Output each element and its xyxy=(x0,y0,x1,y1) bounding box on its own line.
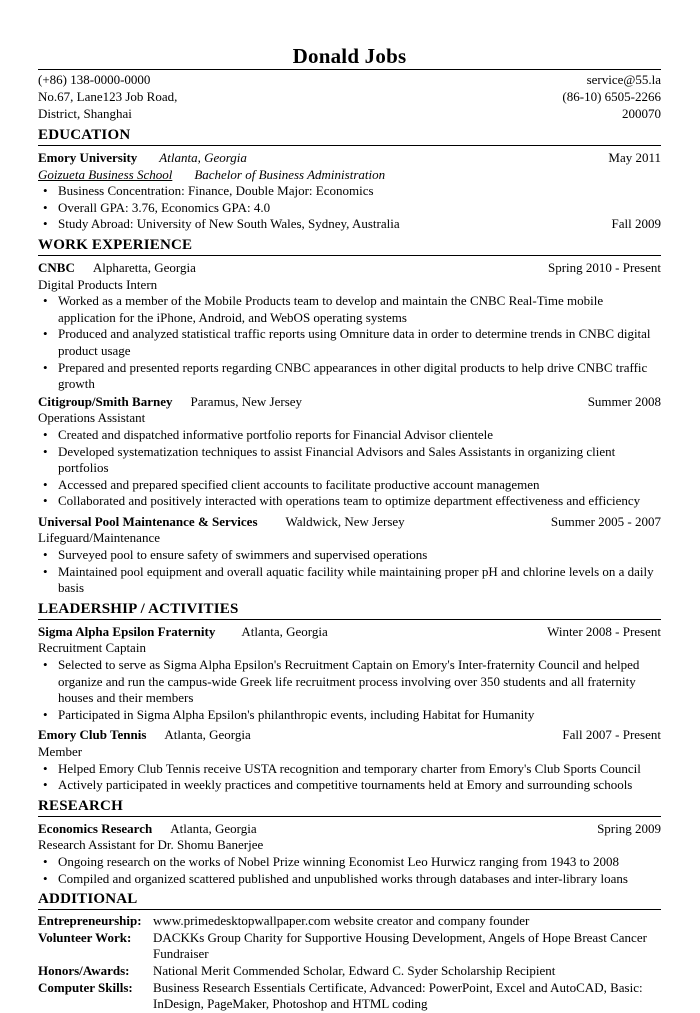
role: Digital Products Intern xyxy=(38,276,158,292)
org-name: Economics Research xyxy=(38,820,153,836)
work-entry xyxy=(38,394,661,510)
postal-code: 200070 xyxy=(622,106,661,121)
email: service@55.la xyxy=(586,72,661,87)
org-location: Alpharetta, Georgia xyxy=(92,259,196,275)
resume-page xyxy=(38,0,661,1013)
list-item: • Developed systematization techniques to assist Financial Advisors and Sales Assistants in organizing client portfolios xyxy=(38,444,661,477)
org-name: Emory University xyxy=(38,150,138,165)
role: Member xyxy=(38,744,83,759)
contact-right xyxy=(562,71,661,122)
list-item: • Surveyed pool to ensure safety of swimmers and supervised operations xyxy=(38,547,661,564)
org-name: Citigroup/Smith Barney xyxy=(38,393,173,409)
org-name: Emory Club Tennis xyxy=(38,727,147,743)
additional-row: Computer Skills: Business Research Essentials Certificate, Advanced: PowerPoint, Excel and AutoCAD, Basic: InDesign, PageMaker, Photoshop and HTML coding xyxy=(38,979,643,1012)
list-item: • Ongoing research on the works of Nobel Prize winning Economist Leo Hurwicz ranging from 1943 to 2008 xyxy=(38,854,661,871)
org-name: CNBC xyxy=(38,259,75,275)
contact-block xyxy=(38,71,661,122)
section-title-research: RESEARCH xyxy=(38,797,661,817)
list-item: • Helped Emory Club Tennis receive USTA recognition and temporary charter from Emory's Club Sports Council xyxy=(38,761,661,778)
phone: (+86) 138-0000-0000 xyxy=(38,72,151,87)
office-phone: (86-10) 6505-2266 xyxy=(562,89,661,104)
role: Operations Assistant xyxy=(38,410,146,426)
list-item: • Created and dispatched informative portfolio reports for Financial Advisor clientele xyxy=(38,427,661,444)
work-entry xyxy=(38,514,661,597)
org-location: Atlanta, Georgia xyxy=(164,727,251,743)
section-title-additional: ADDITIONAL xyxy=(38,890,661,910)
entry-date: Winter 2008 - Present xyxy=(547,623,661,639)
section-title-work: WORK EXPERIENCE xyxy=(38,236,661,256)
education-bullets xyxy=(38,183,661,233)
org-location: Atlanta, Georgia xyxy=(159,150,247,165)
entry-date: Summer 2005 - 2007 xyxy=(550,513,661,529)
list-item: • Actively participated in weekly practices and competitive tournaments held at Emory and surrounding schools xyxy=(38,777,661,794)
list-item: • Participated in Sigma Alpha Epsilon's philanthropic events, including Habitat for Humanity xyxy=(38,707,661,724)
role: Research Assistant for Dr. Shomu Banerjee xyxy=(38,837,264,853)
entry-date: Spring 2010 - Present xyxy=(547,259,661,275)
degree: Bachelor of Business Administration xyxy=(194,166,386,182)
list-item: • Collaborated and positively interacted with operations team to optimize department effectiveness and efficiency xyxy=(38,493,661,510)
list-item: • Accessed and prepared specified client accounts to facilitate productive account managemen xyxy=(38,477,661,494)
leadership-entry xyxy=(38,624,661,724)
role: Recruitment Captain xyxy=(38,640,146,656)
list-item: • Overall GPA: 3.76, Economics GPA: 4.0 xyxy=(38,200,661,217)
org-location: Paramus, New Jersey xyxy=(190,393,303,409)
entry-date: Fall 2007 - Present xyxy=(562,727,661,743)
list-item: • Worked as a member of the Mobile Products team to develop and maintain the CNBC Real-Time mobile application for the iPhone, Android, and WebOS operating systems xyxy=(38,293,661,326)
list-item: • Selected to serve as Sigma Alpha Epsilon's Recruitment Captain on Emory's Inter-fraternity Council and helped organize and run the campus-wide Greek life recruitment process involving over 350 students and all fraternity houses and their members xyxy=(38,657,661,707)
section-title-leadership: LEADERSHIP / ACTIVITIES xyxy=(38,600,661,620)
address-line-2: District, Shanghai xyxy=(38,106,132,121)
list-item: • Produced and analyzed statistical traffic reports using Omniture data in order to determine trends in CNBC digital product usage xyxy=(38,326,661,359)
additional-row: Volunteer Work: DACKKs Group Charity for Supportive Housing Development, Angels of Hope Breast Cancer Fundraiser xyxy=(38,929,647,962)
entry-date: May 2011 xyxy=(608,150,661,165)
education-entry xyxy=(38,150,661,233)
section-title-education: EDUCATION xyxy=(38,126,661,146)
list-item: • Study Abroad: University of New South Wales, Sydney, Australia Fall 2009 xyxy=(38,216,661,233)
address-line-1: No.67, Lane123 Job Road, xyxy=(38,89,178,104)
work-entry xyxy=(38,260,661,393)
role: Lifeguard/Maintenance xyxy=(38,530,160,546)
resume-name: Donald Jobs xyxy=(292,44,407,68)
org-location: Atlanta, Georgia xyxy=(170,820,257,836)
org-name: Sigma Alpha Epsilon Fraternity xyxy=(38,623,216,639)
research-entry xyxy=(38,821,661,887)
contact-left xyxy=(38,71,177,122)
school-name: Goizueta Business School xyxy=(38,166,173,182)
org-name: Universal Pool Maintenance & Services xyxy=(38,513,258,529)
list-item: • Maintained pool equipment and overall aquatic facility while maintaining proper pH and chlorine levels on a daily basis xyxy=(38,564,661,597)
leadership-entry xyxy=(38,727,661,793)
entry-date: Summer 2008 xyxy=(587,393,661,409)
org-location: Atlanta, Georgia xyxy=(241,623,328,639)
entry-date: Spring 2009 xyxy=(597,820,661,836)
additional-row: Honors/Awards: National Merit Commended Scholar, Edward C. Syder Scholarship Recipient xyxy=(38,962,556,978)
additional-table xyxy=(38,913,661,1013)
list-item: • Prepared and presented reports regarding CNBC appearances in other digital products to help drive CNBC traffic growth xyxy=(38,360,661,393)
org-location: Waldwick, New Jersey xyxy=(285,513,405,529)
list-item: • Compiled and organized scattered published and unpublished works through databases and inter-library loans xyxy=(38,871,661,888)
additional-row: Entrepreneurship: www.primedesktopwallpaper.com website creator and company founder xyxy=(38,913,530,929)
list-item: • Business Concentration: Finance, Double Major: Economics xyxy=(38,183,661,200)
header-rule xyxy=(38,69,661,70)
